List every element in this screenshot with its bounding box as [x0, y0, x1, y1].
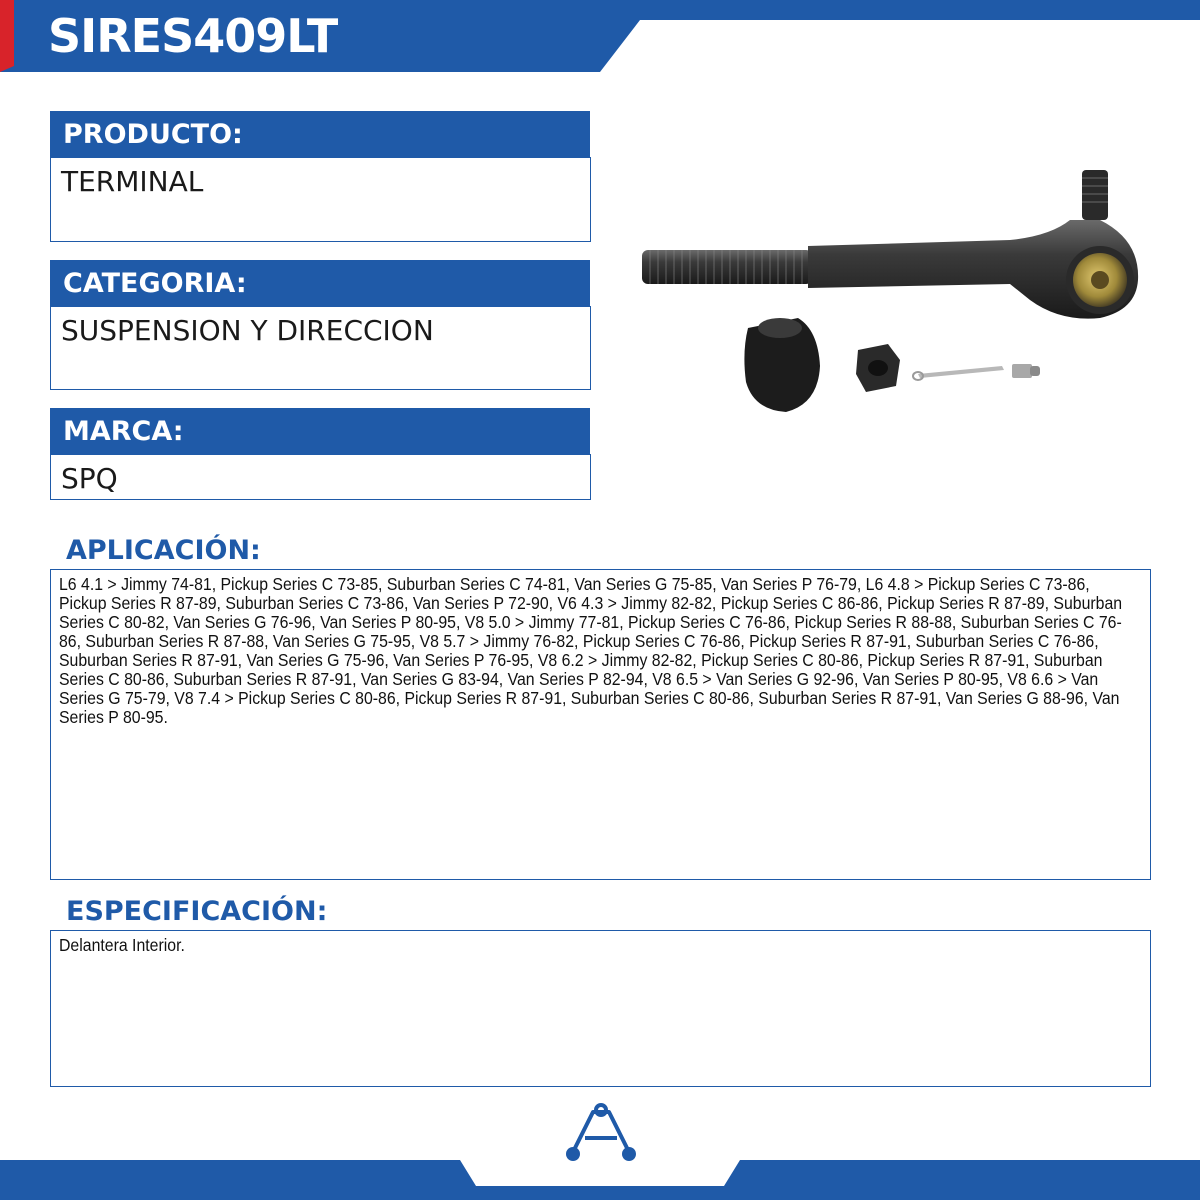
product-code-title: SIRES409LT	[48, 9, 338, 63]
producto-value: TERMINAL	[50, 157, 591, 242]
footer-category-label: SUSPENSIÓN Y DIRECCIÓN	[506, 1165, 694, 1181]
especificacion-text: Delantera Interior.	[59, 935, 185, 955]
especificacion-heading: ESPECIFICACIÓN:	[66, 896, 328, 927]
producto-label: PRODUCTO:	[50, 111, 590, 157]
tie-rod-end-image	[630, 160, 1150, 430]
marca-label: MARCA:	[50, 408, 590, 454]
especificacion-panel	[50, 930, 1151, 1087]
marca-value: SPQ	[50, 454, 591, 500]
categoria-value: SUSPENSION Y DIRECCION	[50, 306, 591, 390]
aplicacion-text: L6 4.1 > Jimmy 74-81, Pickup Series C 73-85, Suburban Series C 74-81, Van Series G 75-85, Van Series P 76-79, L6 4.8 > Pickup Series C 73-86, Pickup Series R 87-89, Suburban Series C 73-86, Van Series P 72-90, V6 4.3 > Jimmy 82-82, Pickup Series C 86-86, Pickup Series R 87-89, Suburban Series C 80-82, Van Series G 76-96, Van Series P 80-95, V8 5.0 > Jimmy 77-81, Pickup Series C 76-86, Pickup Series R 88-88, Suburban Series C 76-86, Suburban Series R 87-88, Van Series G 75-95, V8 5.7 > Jimmy 76-82, Pickup Series C 76-86, Pickup Series R 87-91, Suburban Series C 76-86, Suburban Series R 87-91, Van Series G 75-96, Van Series P 76-95, V8 6.2 > Jimmy 82-82, Pickup Series C 80-86, Pickup Series R 87-91, Suburban Series C 80-86, Suburban Series R 87-91, Van Series G 83-94, Van Series P 82-94, V8 6.5 > Van Series G 92-96, Van Series P 80-95, V8 6.6 > Van Series G 75-79, V8 7.4 > Pickup Series C 80-86, Pickup Series R 87-91, Suburban Series C 80-86, Suburban Series R 87-91, Van Series G 88-96, Van Series P 80-95.	[59, 574, 1123, 727]
aplicacion-panel	[50, 569, 1151, 880]
categoria-label: CATEGORIA:	[50, 260, 590, 306]
control-arm-icon	[563, 1100, 639, 1166]
aplicacion-heading: APLICACIÓN:	[66, 535, 261, 566]
